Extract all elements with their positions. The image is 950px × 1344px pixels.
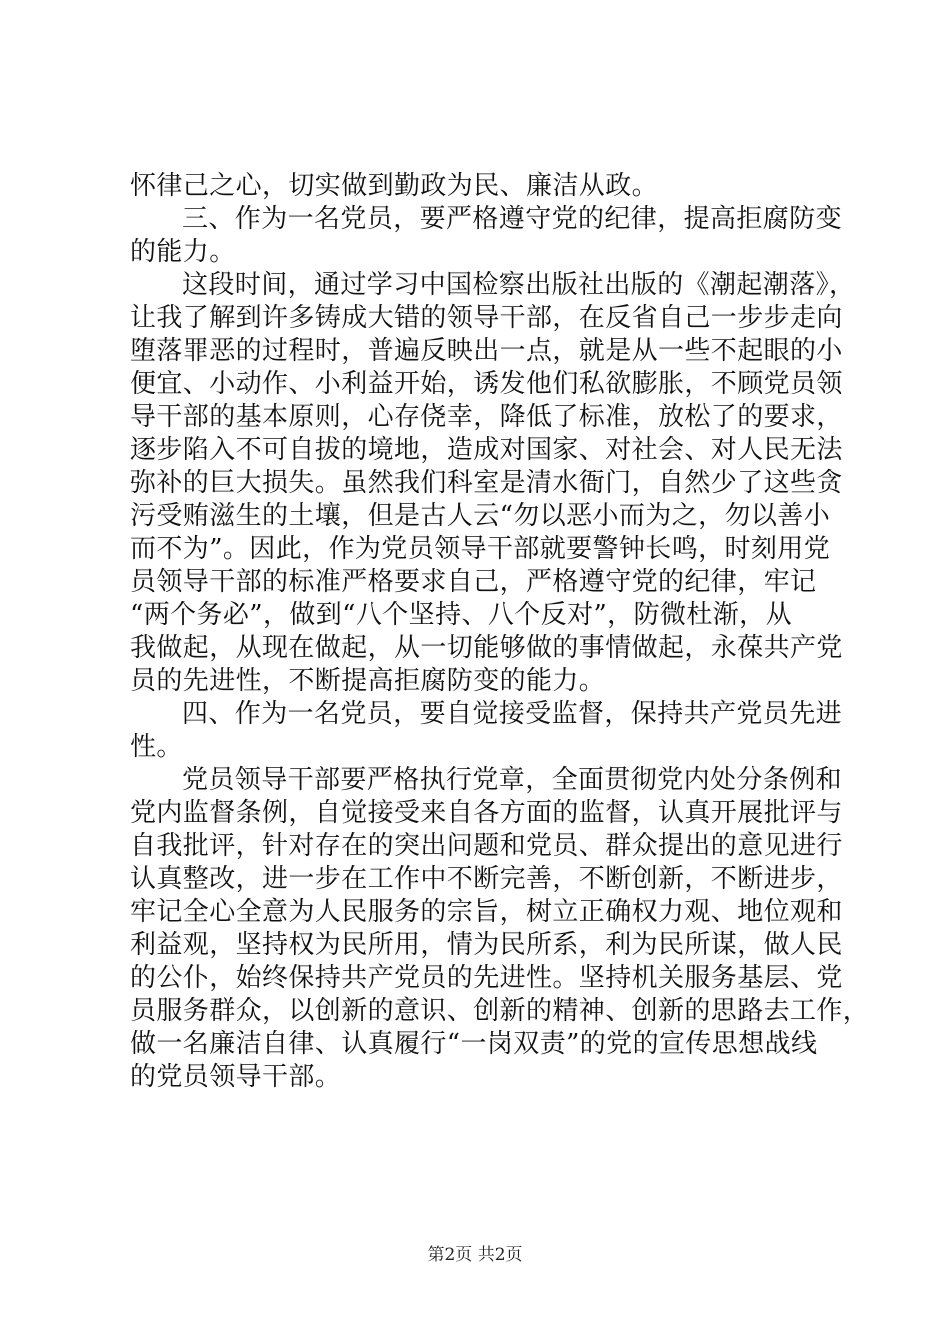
text-line: 弥补的巨大损失。虽然我们科室是清水衙门，自然少了这些贪 <box>130 468 843 498</box>
paragraph-start: 党员领导干部要严格执行党章，全面贯彻党内处分条例和 <box>182 765 843 795</box>
text-line: 让我了解到许多铸成大错的领导干部，在反省自己一步步走向 <box>130 303 843 333</box>
text-line: 而不为”。因此，作为党员领导干部就要警钟长鸣，时刻用党 <box>130 534 831 564</box>
section-heading-4: 四、作为一名党员，要自觉接受监督，保持共产党员先进 <box>182 699 843 729</box>
text-line: 员的先进性，不断提高拒腐防变的能力。 <box>130 666 606 696</box>
document-body <box>130 170 870 1094</box>
text-line: 导干部的基本原则，心存侥幸，降低了标准，放松了的要求， <box>130 402 843 432</box>
text-line: 性。 <box>130 732 183 762</box>
paragraph-start: 这段时间，通过学习中国检察出版社出版的《潮起潮落》， <box>182 270 856 300</box>
text-line: 做一名廉洁自律、认真履行“一岗双责”的党的宣传思想战线 <box>130 1029 818 1059</box>
text-line: 我做起，从现在做起，从一切能够做的事情做起，永葆共产党 <box>130 633 843 663</box>
text-line: “两个务必”，做到“八个坚持、八个反对”，防微杜渐，从 <box>130 600 792 630</box>
text-line: 堕落罪恶的过程时，普遍反映出一点，就是从一些不起眼的小 <box>130 336 843 366</box>
text-line: 便宜、小动作、小利益开始，诱发他们私欲膨胀，不顾党员领 <box>130 369 843 399</box>
text-line: 的公仆，始终保持共产党员的先进性。坚持机关服务基层、党 <box>130 963 843 993</box>
text-line: 员服务群众，以创新的意识、创新的精神、创新的思路去工作， <box>130 996 870 1026</box>
page-footer <box>0 1244 950 1266</box>
text-line: 的能力。 <box>130 237 236 267</box>
section-heading-3: 三、作为一名党员，要严格遵守党的纪律，提高拒腐防变 <box>182 204 843 234</box>
text-line: 自我批评，针对存在的突出问题和党员、群众提出的意见进行 <box>130 831 843 861</box>
text-line: 逐步陷入不可自拔的境地，造成对国家、对社会、对人民无法 <box>130 435 843 465</box>
text-line: 党内监督条例，自觉接受来自各方面的监督，认真开展批评与 <box>130 798 843 828</box>
page-number: 第2页 共2页 <box>427 1245 523 1265</box>
text-line: 牢记全心全意为人民服务的宗旨，树立正确权力观、地位观和 <box>130 897 843 927</box>
text-line: 员领导干部的标准严格要求自己，严格遵守党的纪律，牢记 <box>130 567 817 597</box>
text-line: 的党员领导干部。 <box>130 1062 342 1092</box>
text-line: 怀律己之心，切实做到勤政为民、廉洁从政。 <box>130 171 659 201</box>
text-line: 污受贿滋生的土壤，但是古人云“勿以恶小而为之，勿以善小 <box>130 501 831 531</box>
text-line: 利益观，坚持权为民所用，情为民所系，利为民所谋，做人民 <box>130 930 843 960</box>
text-line: 认真整改，进一步在工作中不断完善，不断创新，不断进步， <box>130 864 843 894</box>
